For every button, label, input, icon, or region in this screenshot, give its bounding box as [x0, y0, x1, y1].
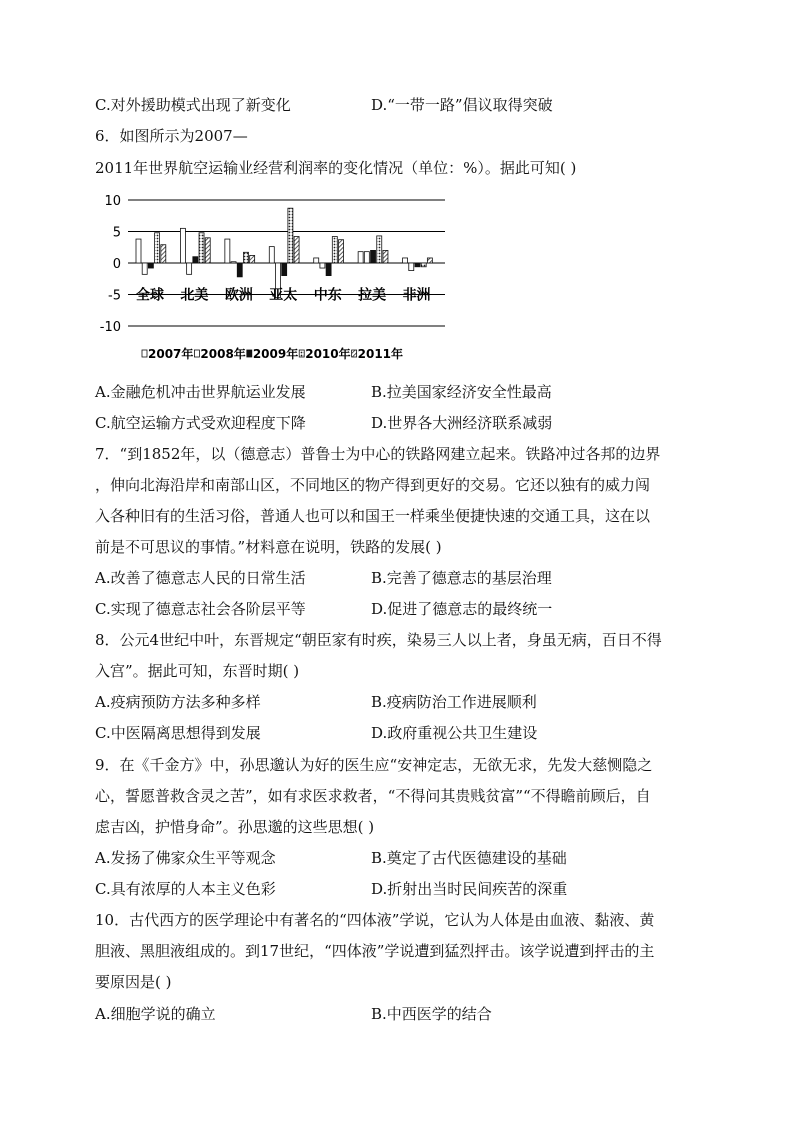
question-8-stem: 入宫”。据此可知，东晋时期( ) — [95, 662, 300, 680]
question-10-option-a: A.细胞学说的确立 — [95, 1005, 216, 1023]
bar-拉美-2009年 — [371, 250, 376, 263]
question-10-stem: 胆液、黑胆液组成的。到17世纪，“四体液”学说遭到猛烈抨击。该学说遭到抨击的主 — [95, 942, 655, 960]
legend-label: 2010年 — [305, 347, 351, 361]
question-6-option-c: C.航空运输方式受欢迎程度下降 — [95, 414, 306, 432]
legend-swatch — [194, 350, 199, 357]
bar-欧洲-2007年 — [225, 239, 230, 263]
question-7-stem: 前是不可思议的事情。”材料意在说明，铁路的发展( ) — [95, 538, 442, 556]
y-tick-label: 0 — [112, 257, 121, 272]
question-6-option-d: D.世界各大洲经济联系减弱 — [371, 414, 553, 432]
question-9-option-b: B.奠定了古代医德建设的基础 — [371, 849, 567, 867]
question-10-stem: 要原因是( ) — [95, 973, 172, 991]
bar-拉美-2011年 — [383, 250, 388, 263]
category-label: 欧洲 — [224, 287, 253, 304]
question-7-stem: 入各种旧有的生活习俗，普通人也可以和国王一样乘坐便捷快速的交通工具，这在以 — [95, 507, 651, 525]
question-6-option-a: A.金融危机冲击世界航运业发展 — [95, 383, 306, 401]
bar-拉美-2008年 — [364, 252, 369, 263]
question-8-stem: 8．公元4世纪中叶，东晋规定“朝臣家有时疾，染易三人以上者，身虽无病，百日不得 — [95, 631, 662, 649]
legend-label: 2007年 — [148, 347, 194, 361]
category-label: 拉美 — [358, 287, 387, 304]
bar-北美-2007年 — [180, 228, 185, 263]
question-7-stem: ，伸向北海沿岸和南部山区，不同地区的物产得到更好的交易。它还以独有的威力闯 — [95, 476, 651, 494]
question-7-option-d: D.促进了德意志的最终统一 — [371, 600, 553, 618]
bar-非洲-2009年 — [415, 263, 420, 267]
bar-拉美-2010年 — [377, 236, 382, 263]
bar-北美-2008年 — [187, 263, 192, 274]
question-10-option-b: B.中西医学的结合 — [371, 1005, 492, 1023]
question-9-option-c: C.具有浓厚的人本主义色彩 — [95, 880, 276, 898]
category-label: 中东 — [313, 287, 342, 304]
bar-欧洲-2011年 — [250, 255, 255, 263]
question-8-option-c: C.中医隔离思想得到发展 — [95, 724, 261, 742]
question-7-option-b: B.完善了德意志的基层治理 — [371, 569, 552, 587]
question-6-stem: 6．如图所示为2007— — [95, 127, 248, 145]
bar-亚太-2011年 — [294, 237, 299, 263]
category-label: 全球 — [136, 287, 164, 304]
question-6-option-b: B.拉美国家经济安全性最高 — [371, 383, 552, 401]
bar-亚太-2007年 — [269, 247, 274, 263]
question-8-option-d: D.政府重视公共卫生建设 — [371, 724, 538, 742]
question-8-option-a: A.疫病预防方法多种多样 — [95, 693, 261, 711]
legend-swatch — [247, 350, 252, 357]
question-6-stem: 2011年世界航空运输业经营利润率的变化情况（单位：%）。据此可知( ) — [95, 159, 577, 177]
bar-中东-2007年 — [314, 258, 319, 263]
y-tick-label: -10 — [99, 320, 121, 335]
line-q5-option-c: C.对外援助模式出现了新变化 — [95, 96, 291, 114]
question-7-stem: 7．“到1852年，以（德意志）普鲁士为中心的铁路网建立起来。铁路冲过各邦的边界 — [95, 445, 661, 463]
bar-欧洲-2008年 — [231, 262, 236, 263]
bar-非洲-2011年 — [427, 258, 432, 263]
bar-中东-2009年 — [326, 263, 331, 276]
bar-欧洲-2010年 — [243, 252, 248, 263]
category-label: 北美 — [180, 287, 209, 304]
bar-全球-2009年 — [148, 263, 153, 268]
bar-中东-2011年 — [339, 240, 344, 263]
question-9-stem: 9．在《千金方》中，孙思邈认为好的医生应“安神定志，无欲无求，先发大慈恻隐之 — [95, 756, 653, 774]
legend-label: 2011年 — [357, 347, 404, 361]
bar-北美-2011年 — [205, 238, 210, 263]
question-8-option-b: B.疫病防治工作进展顺利 — [371, 693, 537, 711]
bar-全球-2008年 — [142, 263, 147, 274]
question-9-option-a: A.发扬了佛家众生平等观念 — [95, 849, 276, 867]
bar-非洲-2008年 — [409, 263, 414, 271]
bar-中东-2008年 — [320, 263, 325, 268]
question-9-stem: 虑吉凶，护惜身命”。孙思邈的这些思想( ) — [95, 818, 375, 836]
y-tick-label: -5 — [108, 288, 121, 304]
bar-非洲-2010年 — [421, 263, 426, 267]
bar-欧洲-2009年 — [237, 263, 242, 277]
y-tick-label: 5 — [112, 225, 121, 241]
legend-swatch — [352, 350, 357, 357]
bar-全球-2010年 — [155, 233, 160, 263]
question-7-option-c: C.实现了德意志社会各阶层平等 — [95, 600, 306, 618]
bar-北美-2009年 — [193, 257, 198, 263]
bar-亚太-2009年 — [282, 263, 287, 276]
question-9-stem: 心，誓愿普救含灵之苦”，如有求医求救者，“不得问其贵贱贫富”“不得瞻前顾后，自 — [95, 787, 651, 805]
bar-拉美-2007年 — [358, 252, 363, 263]
profit-margin-chart — [90, 186, 450, 371]
bar-亚太-2010年 — [288, 208, 293, 263]
bar-非洲-2007年 — [403, 258, 408, 263]
y-tick-label: 10 — [104, 194, 121, 209]
legend-label: 2009年 — [252, 347, 299, 361]
category-label: 亚太 — [269, 287, 298, 304]
bar-全球-2011年 — [161, 245, 166, 263]
bar-中东-2010年 — [332, 237, 337, 263]
category-label: 非洲 — [402, 287, 431, 304]
legend-swatch — [299, 350, 304, 357]
legend-swatch — [142, 350, 147, 357]
legend-label: 2008年 — [200, 347, 246, 361]
question-9-option-d: D.折射出当时民间疾苦的深重 — [371, 880, 568, 898]
bar-全球-2007年 — [136, 239, 141, 263]
line-q5-option-d: D.“一带一路”倡议取得突破 — [371, 96, 553, 114]
question-7-option-a: A.改善了德意志人民的日常生活 — [95, 569, 306, 587]
bar-北美-2010年 — [199, 233, 204, 263]
question-10-stem: 10．古代西方的医学理论中有著名的“四体液”学说，它认为人体是由血液、黏液、黄 — [95, 911, 655, 929]
